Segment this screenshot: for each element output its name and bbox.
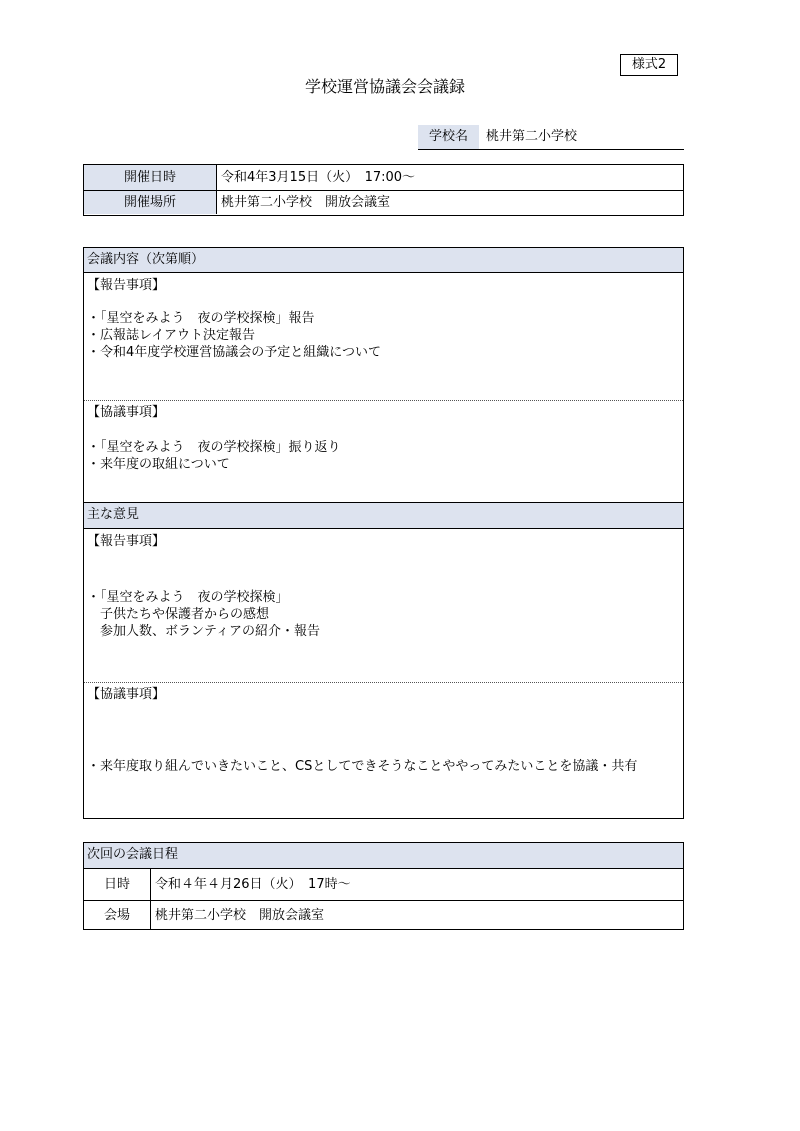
school-name: 桃井第二小学校 xyxy=(486,129,578,144)
school-underline xyxy=(418,149,684,150)
next-date-row xyxy=(84,869,683,900)
list-item: ・令和4年度学校運営協議会の予定と組織について xyxy=(87,345,382,360)
agenda-header: 会議内容（次第順） xyxy=(84,248,683,273)
list-item: ・「星空をみよう 夜の学校探検」報告 xyxy=(87,311,315,326)
opinions-report-section xyxy=(84,529,683,682)
minutes-table xyxy=(83,247,684,819)
list-item: ・「星空をみよう 夜の学校探検」 xyxy=(87,590,289,605)
list-item: ・来年度の取組について xyxy=(87,457,230,472)
date-row xyxy=(84,165,683,190)
opinions-header: 主な意見 xyxy=(84,502,683,529)
next-place-value: 桃井第二小学校 開放会議室 xyxy=(155,908,325,923)
page-title: 学校運営協議会会議録 xyxy=(304,77,465,96)
place-label: 開催場所 xyxy=(84,191,217,214)
agenda-discussion-heading: 【協議事項】 xyxy=(87,405,166,420)
agenda-report-heading: 【報告事項】 xyxy=(87,278,166,293)
list-item: ・広報誌レイアウト決定報告 xyxy=(87,328,255,343)
next-date-label: 日時 xyxy=(84,869,151,900)
list-item: ・来年度取り組んでいきたいこと、CSとしてできそうなことややってみたいことを協議・共有 xyxy=(87,759,638,774)
list-item: 子供たちや保護者からの感想 xyxy=(87,607,270,622)
next-meeting-header: 次回の会議日程 xyxy=(84,843,683,869)
next-date-value: 令和４年４月26日（火） 17時～ xyxy=(155,877,351,892)
agenda-discussion-section xyxy=(84,400,683,502)
opinions-discussion-heading: 【協議事項】 xyxy=(87,687,166,702)
date-value: 令和4年3月15日（火） 17:00～ xyxy=(221,170,416,185)
next-meeting-table xyxy=(83,842,684,930)
date-label: 開催日時 xyxy=(84,165,217,190)
form-number: 様式2 xyxy=(620,54,678,76)
list-item: 参加人数、ボランティアの紹介・報告 xyxy=(87,624,320,639)
place-row xyxy=(84,190,683,214)
list-item: ・「星空をみよう 夜の学校探検」振り返り xyxy=(87,440,341,455)
next-place-row xyxy=(84,900,683,929)
next-place-label: 会場 xyxy=(84,901,151,929)
meeting-info-table xyxy=(83,164,684,216)
place-value: 桃井第二小学校 開放会議室 xyxy=(221,195,391,210)
agenda-report-section xyxy=(84,273,683,400)
school-label: 学校名 xyxy=(418,125,479,149)
opinions-discussion-section xyxy=(84,682,683,818)
opinions-report-heading: 【報告事項】 xyxy=(87,534,166,549)
